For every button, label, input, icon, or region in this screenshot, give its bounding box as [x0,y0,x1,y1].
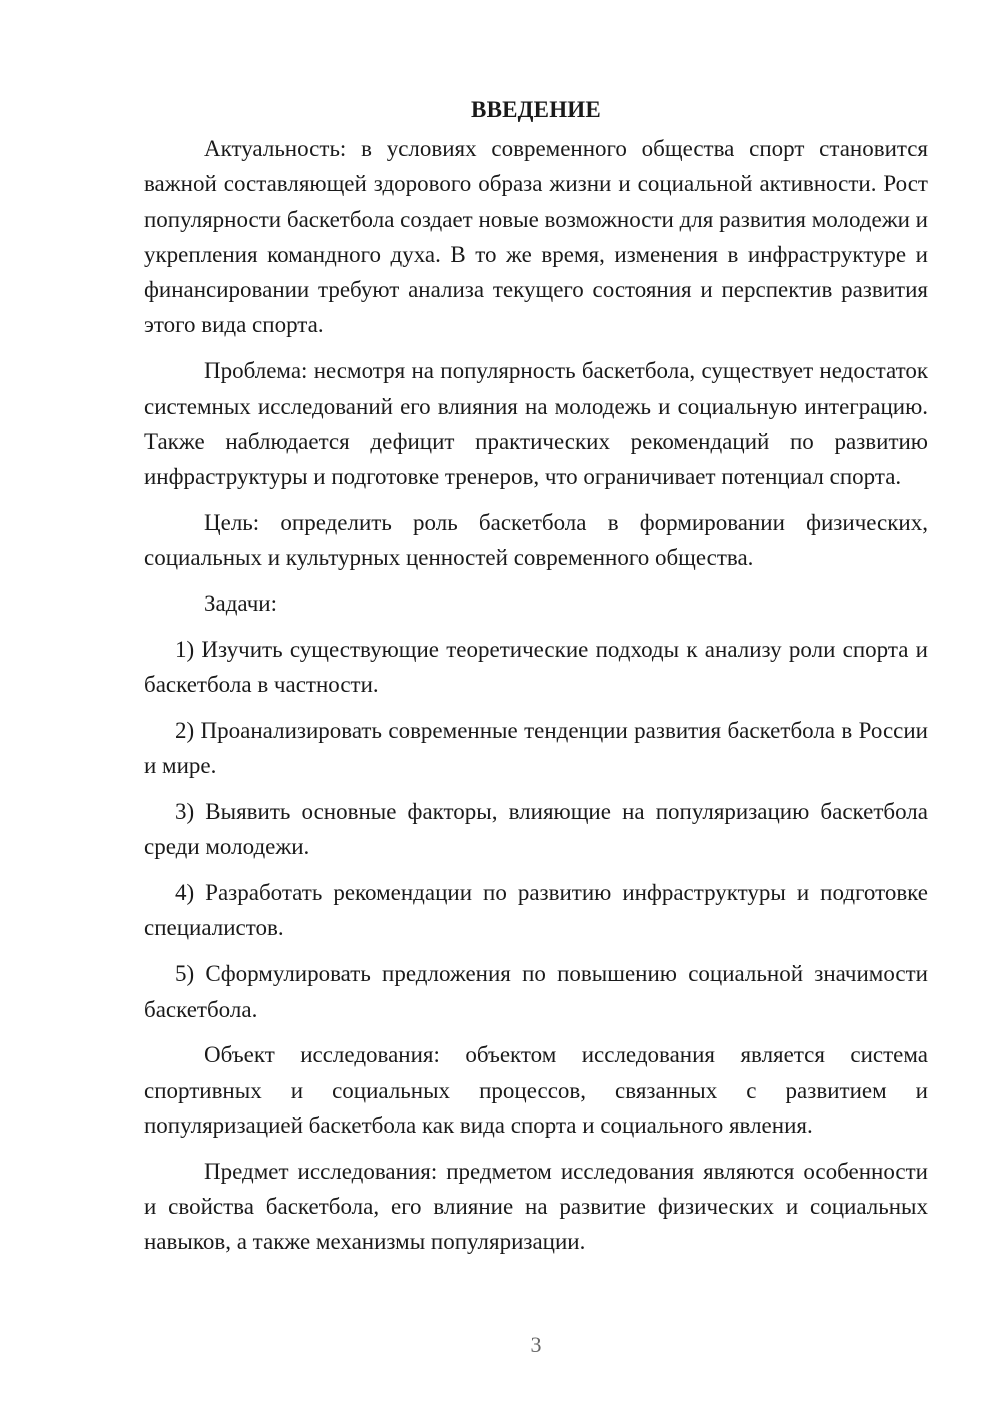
tasks-list [144,632,928,1027]
tasks-heading: Задачи: [204,591,277,617]
document-page [144,92,928,1260]
page-number: 3 [530,1332,542,1357]
problem-paragraph: Проблема: несмотря на популярность баскетбола, существует недостаток системных исследований его влияния на молодежь и социальную интеграцию. Также наблюдается дефицит практических рекомендаций по развитию инфраструктуры и подготовке тренеров, что ограничивает потенциал спорта. [144,358,928,490]
task-item: 5) Сформулировать предложения по повышению социальной значимости баскетбола. [144,961,928,1022]
object-paragraph: Объект исследования: объектом исследования является система спортивных и социальных процессов, связанных с развитием и популяризацией баскетбола как вида спорта и социального явления. [144,1042,928,1138]
goal-paragraph: Цель: определить роль баскетбола в формировании физических, социальных и культурных ценностей современного общества. [144,509,928,571]
task-item: 3) Выявить основные факторы, влияющие на популяризацию баскетбола среди молодежи. [144,799,928,860]
task-item: 4) Разработать рекомендации по развитию инфраструктуры и подготовке специалистов. [144,880,928,941]
task-item: 2) Проанализировать современные тенденции развития баскетбола в России и мире. [144,717,928,779]
relevance-paragraph: Актуальность: в условиях современного общества спорт становится важной составляющей здорового образа жизни и социальной активности. Рост популярности баскетбола создает новые возможности для развития молодежи и укрепления командного духа. В то же время, изменения в инфраструктуре и финансировании требуют анализа текущего состояния и перспектив развития этого вида спорта. [144,136,928,338]
page-title: ВВЕДЕНИЕ [471,97,601,122]
subject-paragraph: Предмет исследования: предметом исследования являются особенности и свойства баскетбола, его влияние на развитие физических и социальных навыков, а также механизмы популяризации. [144,1158,928,1255]
task-item: 1) Изучить существующие теоретические подходы к анализу роли спорта и баскетбола в частности. [144,636,928,698]
